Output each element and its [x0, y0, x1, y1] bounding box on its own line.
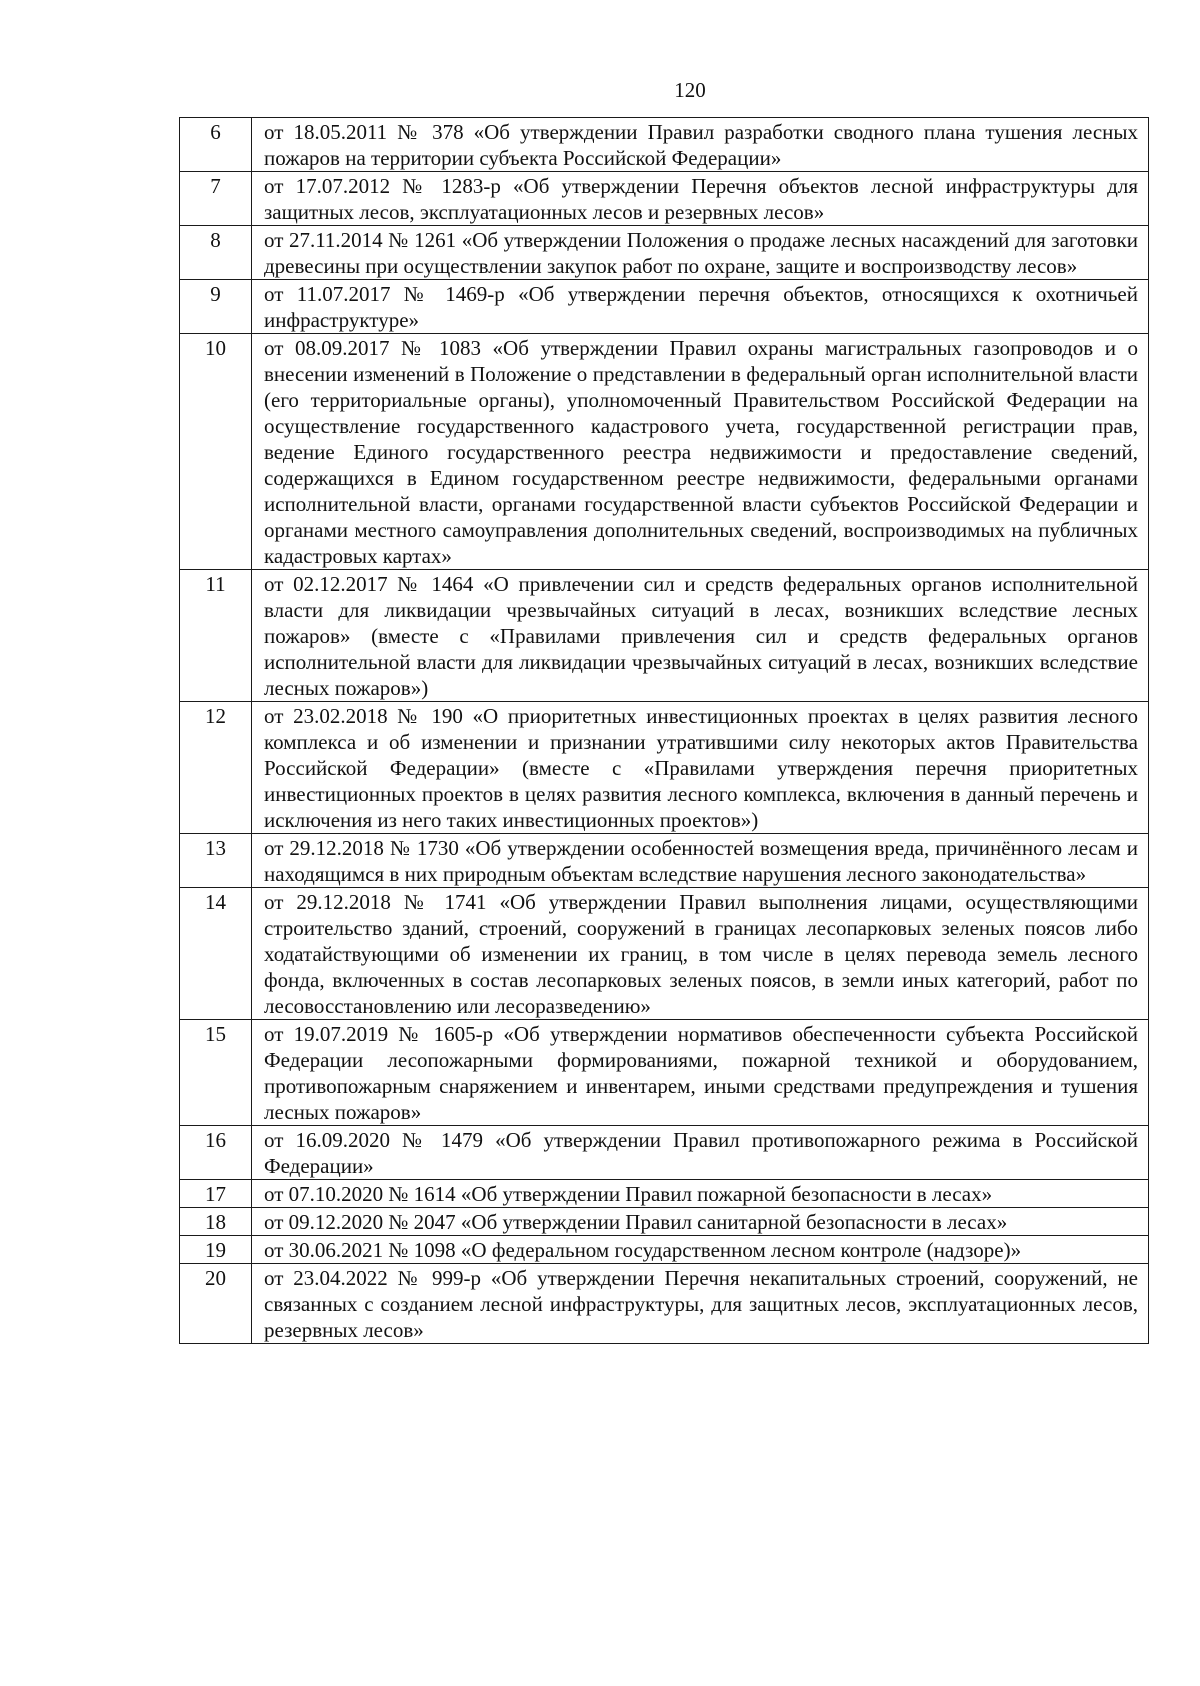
row-number: 17	[180, 1180, 252, 1208]
regulation-text: от 18.05.2011 № 378 «Об утверждении Правил разработки сводного плана тушения лесных пожаров на территории субъекта Российской Федерации»	[252, 118, 1149, 172]
regulation-text: от 27.11.2014 № 1261 «Об утверждении Положения о продаже лесных насаждений для заготовки древесины при осуществлении закупок работ по охране, защите и воспроизводству лесов»	[252, 226, 1149, 280]
table-row	[180, 1020, 1149, 1126]
table-row	[180, 1264, 1149, 1344]
table-row	[180, 1180, 1149, 1208]
regulation-text: от 07.10.2020 № 1614 «Об утверждении Правил пожарной безопасности в лесах»	[252, 1180, 1149, 1208]
table-row	[180, 1126, 1149, 1180]
regulation-text: от 17.07.2012 № 1283-р «Об утверждении Перечня объектов лесной инфраструктуры для защитных лесов, эксплуатационных лесов и резервных лесов»	[252, 172, 1149, 226]
regulation-text: от 23.04.2022 № 999-р «Об утверждении Перечня некапитальных строений, сооружений, не связанных с созданием лесной инфраструктуры, для защитных лесов, эксплуатационных лесов, резервных лесов»	[252, 1264, 1149, 1344]
table-row	[180, 888, 1149, 1020]
regulation-text: от 29.12.2018 № 1730 «Об утверждении особенностей возмещения вреда, причинённого лесам и находящимся в них природным объектам вследствие нарушения лесного законодательства»	[252, 834, 1149, 888]
table-row	[180, 1208, 1149, 1236]
regulation-text: от 29.12.2018 № 1741 «Об утверждении Правил выполнения лицами, осуществляющими строительство зданий, строений, сооружений в границах лесопарковых зеленых поясов либо ходатайствующими об изменении их границ, в том числе в целях перевода земель лесного фонда, включенных в состав лесопарковых зеленых поясов, в земли иных категорий, работ по лесовосстановлению или лесоразведению»	[252, 888, 1149, 1020]
regulation-text: от 23.02.2018 № 190 «О приоритетных инвестиционных проектах в целях развития лесного комплекса и об изменении и признании утратившими силу некоторых актов Правительства Российской Федерации» (вместе с «Правилами утверждения перечня приоритетных инвестиционных проектов в целях развития лесного комплекса, включения в данный перечень и исключения из него таких инвестиционных проектов»)	[252, 702, 1149, 834]
table-row	[180, 172, 1149, 226]
regulation-text: от 02.12.2017 № 1464 «О привлечении сил и средств федеральных органов исполнительной власти для ликвидации чрезвычайных ситуаций в лесах, возникших вследствие лесных пожаров» (вместе с «Правилами привлечения сил и средств федеральных органов исполнительной власти для ликвидации чрезвычайных ситуаций в лесах, возникших вследствие лесных пожаров»)	[252, 570, 1149, 702]
row-number: 19	[180, 1236, 252, 1264]
row-number: 13	[180, 834, 252, 888]
row-number: 18	[180, 1208, 252, 1236]
row-number: 12	[180, 702, 252, 834]
table-row	[180, 702, 1149, 834]
table-row	[180, 280, 1149, 334]
row-number: 15	[180, 1020, 252, 1126]
table-row	[180, 570, 1149, 702]
row-number: 10	[180, 334, 252, 570]
row-number: 7	[180, 172, 252, 226]
table-row	[180, 1236, 1149, 1264]
regulation-text: от 09.12.2020 № 2047 «Об утверждении Правил санитарной безопасности в лесах»	[252, 1208, 1149, 1236]
regulation-text: от 30.06.2021 № 1098 «О федеральном государственном лесном контроле (надзоре)»	[252, 1236, 1149, 1264]
row-number: 16	[180, 1126, 252, 1180]
regulation-text: от 11.07.2017 № 1469-р «Об утверждении перечня объектов, относящихся к охотничьей инфраструктуре»	[252, 280, 1149, 334]
table-body	[180, 118, 1149, 1344]
table-row	[180, 226, 1149, 280]
regulations-table	[179, 117, 1149, 1344]
row-number: 20	[180, 1264, 252, 1344]
row-number: 9	[180, 280, 252, 334]
regulation-text: от 19.07.2019 № 1605-р «Об утверждении нормативов обеспеченности субъекта Российской Федерации лесопожарными формированиями, пожарной техникой и оборудованием, противопожарным снаряжением и инвентарем, иными средствами предупреждения и тушения лесных пожаров»	[252, 1020, 1149, 1126]
table-row	[180, 334, 1149, 570]
row-number: 8	[180, 226, 252, 280]
row-number: 11	[180, 570, 252, 702]
row-number: 6	[180, 118, 252, 172]
regulation-text: от 16.09.2020 № 1479 «Об утверждении Правил противопожарного режима в Российской Федерации»	[252, 1126, 1149, 1180]
row-number: 14	[180, 888, 252, 1020]
page-number: 120	[674, 78, 706, 102]
table-row	[180, 118, 1149, 172]
table-row	[180, 834, 1149, 888]
regulation-text: от 08.09.2017 № 1083 «Об утверждении Правил охраны магистральных газопроводов и о внесении изменений в Положение о представлении в федеральный орган исполнительной власти (его территориальные органы), уполномоченный Правительством Российской Федерации на осуществление государственного кадастрового учета, государственной регистрации прав, ведение Единого государственного реестра недвижимости и предоставление сведений, содержащихся в Едином государственном реестре недвижимости, федеральными органами исполнительной власти, органами государственной власти субъектов Российской Федерации и органами местного самоуправления дополнительных сведений, воспроизводимых на публичных кадастровых картах»	[252, 334, 1149, 570]
